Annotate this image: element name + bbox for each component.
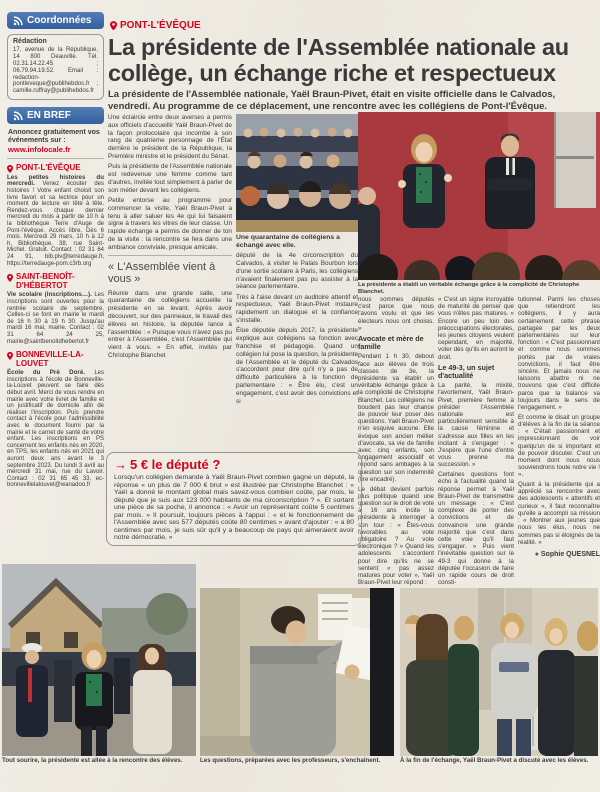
redaction-title: Rédaction (13, 38, 47, 45)
paragraph: Certaines questions font écho à l'actualité quand la réponse permet à Yaël Braun-Pivet de transmettre un message : « C'est complexe de porter des convictions et de convaincre une grande majorité que c'est dans cette voie qu'il faut s'engager. » Puis vient l'inévitable question sur le 49-3 qui donne à la députée l'occasion de faire un rapide cours de droit consti- (438, 471, 514, 587)
photo-questions-illustration (200, 588, 394, 756)
rss-icon (13, 111, 23, 121)
en-bref-header (7, 107, 104, 124)
coordonnees-header-label: Coordonnées (27, 15, 92, 26)
brief-section-title: PONT-L'ÉVÊQUE (16, 163, 81, 173)
box-text: Lorsqu'un collégien demande à Yaël Braun-Pivet combien gagne un député, la réponse « un plus de 7 000 € brut » est illustrée par Christophe Blanchet : « Yaël a donné le montant global mais savez-vous combien coûte, par mois, le député que je suis aux 123 000 habitants de ma circonscription ? ». Et sortant une pièce de sa poche, il annonce : « Avoir un représentant coûte 5 centimes par mois. » Il poursuit, toujours pièces à l'appui : « et le fonctionnement de l'Assemblée avec ses 577 députés coûte 80 centimes » avant d'ajouter : « a 80 centimes par mois, je suis sûr qu'il y a beaucoup de pays qui aimeraient avoir notre démocratie. » (114, 474, 354, 541)
photo-caption: Tout sourire, la présidente est allée à la rencontre des élèves. (2, 757, 183, 764)
paragraph: tutionnel. Parmi les choses que retiendront les collégiens, il y aura certainement cette phrase partagée par les deux parlementaires sur leur fonction : « C'est passionnant et comme nous sommes portés par de vraies convictions, il faut être sincère. Et jamais nous ne laissons abattre ni ne trouvons que c'est difficile parce que la balance va toujours dans le sens de l'engagement. » (518, 296, 600, 412)
article-column-2 (236, 114, 358, 454)
map-pin-icon (7, 165, 13, 173)
paragraph: La parité, la mixité, l'avortement, Yaël Braun-Pivet, première femme à présider l'Assemblée nationale est particulièrement sensible à la cause féminine et s'adresse aux filles en les incitant à s'engager : « J'espère que l'une d'entre vous prenne ma succession. » (438, 382, 514, 469)
brief-text: Les petites histoires du mercredi. Venez écouter des histoires ! Votre enfant choisit son livre favori et sa lectrice pour un moment de lecture en tête à tête. Rendez-vous chaque dernier mercredi du mois à partir de 10 h à la bibliothèque Terre d'Auge de Pont-l'évêque. Accès libre. Dès 6 mois. Mercredi 29 mars, 10 h à 12 h, Bibliothèque, 38, rue Saint-Michel. Gratuit. Contact : 02 31 64 24 91, bib.plv@terredauge.fr, https://terredauge-pom.c3rb.org (7, 173, 104, 267)
brief-section-title: SAINT-BENOÎT-D'HÉBERTOT (16, 272, 75, 290)
photo-presidente-main (358, 112, 600, 298)
byline: ● Sophie QUESNEL (518, 551, 600, 558)
brief-section-pont-leveque (7, 164, 104, 267)
photo-caption: Une quarantaine de collégiens a échangé avec elle. (236, 234, 340, 249)
paragraph: Réunie dans une grande salle, une quarantaine de collégiens accueille la présidente en se levant. Après avoir découvert, sur des panneaux, le travail des élèves en histoire, la députée lance à l'assemblée : « Puisque vous n'avez pas pu entrer à l'Assemblée, c'est l'Assemblée qui vient à vous. » En effet, invités par Christophe Blanchet (108, 289, 232, 359)
brief-section-header (7, 164, 104, 173)
kicker-label: PONT-L'ÉVÊQUE (120, 20, 201, 31)
map-pin-icon (110, 21, 117, 31)
photo-fin-echange-illustration (400, 588, 598, 756)
sidebar (7, 12, 104, 560)
coordonnees-header (7, 12, 104, 29)
redaction-contact-text: 17, avenue de la République, 14 800 Deauville. Tél. 02.31.14.22.45 ; 06.79.94.19.52. Email : redaction-pontleveque@publihebdos.fr ; camille.ruffray@publihebdos.fr (13, 46, 98, 95)
photo-presidente-illustration (358, 112, 600, 280)
rss-icon (13, 16, 23, 26)
article-headline: La présidente de l'Assemblée nationale au collège, un échange riche et respectueux (108, 34, 569, 86)
article-column-1 (108, 114, 232, 452)
brief-text: École du Pré Doré. Les inscriptions à l'école de Bonneville-la-Louvet peuvent se faire dès début avril. Merci de vous rendre en mairie avec votre livret de famille et un justificatif de domicile afin de réaliser l'inscription. Puis prendre contact à l'école pour l'admissibilité avec le document fourni par la mairie et le carnet de santé de votre enfant. Les inscriptions en PS concernent les enfants nés en 2020, en TPS, les enfants nés en 2021 qui auront deux ans avant le 3 septembre 2023. Du lundi 3 avril au mercredi 31 mai, rue du Lavoir. Contact : 02 31 65 45 33, ec-bonnevillelalouvet@wanadoo.fr (7, 369, 104, 489)
infolocale-url: www.infolocale.fr (8, 145, 71, 155)
article-standfirst: La présidente de l'Assemblée nationale, Yaël Braun-Pivet, était en visite officielle dans le Calvados, vendredi. Au programme de ce déplacement, une rencontre avec les collégiens de Pont-l'Évêque. (108, 89, 556, 112)
paragraph: Une éclaircie entre deux averses a permis aux officiels d'accueillir Yaël Braun-Pivet de la façon protocolaire qui incombe à son rang de quatrième personnage de l'État derrière le président de la République, la Première ministre et le président du Sénat. (108, 114, 232, 160)
crosshead-49-3: Le 49-3, un sujet d'actualité (438, 362, 495, 381)
divider (7, 158, 104, 159)
article-kicker (110, 20, 201, 31)
paragraph: Et comme le disait un groupe d'élèves à la fin de la séance : « C'était passionnant et impressionnant de voir quelqu'un de si important et de pouvoir discuter. C'est un moment dont nous nous souviendrons toute notre vie ! ». (518, 413, 600, 479)
map-pin-icon (7, 352, 13, 360)
sidebar-box-5-euros-depute (106, 452, 362, 546)
paragraph: Puis la présidente de l'Assemblée nationale est redevenue une femme comme tant d'autres, invitée tout simplement à parler de son métier devant les collégiens. (108, 163, 232, 194)
en-bref-header-label: EN BREF (27, 110, 71, 122)
paragraph: Quant à la présidente qui a apprécié sa rencontre avec des adolescents « attentifs et curieux », il faut reconnaître qu'elle a accompli sa mission : « Montrer aux jeunes que nous les élus, nous ne sommes pas si éloignés de la réalité. » (518, 481, 600, 546)
infolocale-promo (8, 129, 103, 154)
paragraph: Le débat devient parfois plus politique quand une question sur le droit de vote à 16 ans incite la présidente à interroger à son tour : « Êtes-vous favorables au vote obligatoire ? Au vote électronique ? » Quand les adolescents s'accordent pour dire qu'ils ne se sentent « pas assez matures pour voter », Yaël Braun-Pivet leur répond : (358, 485, 434, 587)
paragraph: Pendant 1 h 30, debout face aux élèves de trois classes de 3e, la présidente va établir un véritable échange grâce à la complicité de Christophe Blanchet. Les collégiens ne boudent pas leur chance de pouvoir leur poser des questions. Yaël Braun-Pivet n'en esquive aucune. Elle évoque son ancien métier d'avocate, sa vie de famille avec cinq enfants, son engagement associatif et répond sans ambages à la question sur son indemnité (lire encadré). (358, 353, 434, 483)
paragraph: député de la 4e circonscription du Calvados, à visiter le Palais Bourbon lors d'une sortie scolaire à Paris, les collégiens n'avaient finalement pas pu assister à la séance parlementaire. (236, 252, 358, 291)
photo-students-audience (236, 114, 358, 232)
paragraph: Petite entorse au programme pour commencer la visite, Yaël Braun-Pivet a tenu à aller saluer les 4e qui lui faisaient signe à travers les vitres de leur classe. Un rapide échange a permis de donner de ton de la visite : la rencontre se fera dans une ambiance conviviale, presque amicale. (108, 196, 232, 251)
brief-section-saint-benoit (7, 273, 104, 345)
infolocale-promo-text: Annoncez gratuitement vos événements sur : (8, 129, 100, 145)
photo-caption: Les questions, préparées avec les professeurs, s'enchaînent. (200, 757, 381, 764)
photo-fin-echange (400, 588, 598, 768)
photo-caption: À la fin de l'échange, Yaël Braun-Pivet a discuté avec les élèves. (400, 757, 589, 764)
brief-section-title: BONNEVILLE-LA-LOUVET (16, 350, 84, 368)
paragraph: Très à l'aise devant un auditoire attentif et respectueux, Yaël Braun-Pivet instaure rapidement un dialogue et la confiance s'installe. (236, 293, 358, 325)
photo-rencontre-illustration (2, 564, 196, 756)
paragraph: « C'est un signe incroyable de maturité de penser que vous n'êtes pas matures. » Encore un peu loin des préoccupations électorales, les jeunes citoyens veulent cependant, en majorité, voter dès qu'ils en auront le droit. (438, 296, 514, 361)
box-title: → 5 € le député ? (114, 457, 221, 472)
arrow-icon: → (114, 457, 127, 472)
photo-caption: La présidente a établi un véritable échange grâce à la complicité de Christophe Blanchet. (358, 282, 580, 295)
brief-section-bonneville (7, 351, 104, 489)
crosshead-avocate: Avocate et mère de famille (358, 334, 424, 352)
photo-presidente-rencontre (2, 564, 196, 768)
quote-crosshead: « L'Assemblée vient à vous » (108, 255, 232, 286)
map-pin-icon (7, 274, 13, 282)
brief-text: Vie scolaire (inscriptions…). Les inscriptions sont ouvertes pour la rentrée scolaire de septembre. Celles-ci se font en mairie le mardi de 16 h 30 à 19 h 30. Jusqu'au mardi 16 mai, mairie. Contact : 02 31 64 24 25, mairie@saintbenoitdhebertot.fr (7, 291, 104, 345)
brief-section-header (7, 273, 104, 290)
paragraph: Élue députée depuis 2017, la présidente explique aux collégiens sa fonction avec franchise et pédagogie. Quand un collégien lui pose la question, la présidente de l'Assemblée et le député du Calvados s'accordent pour dire qu'il n'y a pas de difficulté particulière à la fonction de parlementaire : « Être élu, c'est un engagement, c'est avoir des convictions et si (236, 327, 358, 405)
redaction-contact-box (7, 34, 104, 100)
paragraph: nous sommes députés c'est parce que nous l'avons voulu et que les électeurs nous ont choisis. » (358, 296, 434, 332)
brief-section-header (7, 351, 104, 368)
photo-questions-eleve (200, 588, 394, 768)
